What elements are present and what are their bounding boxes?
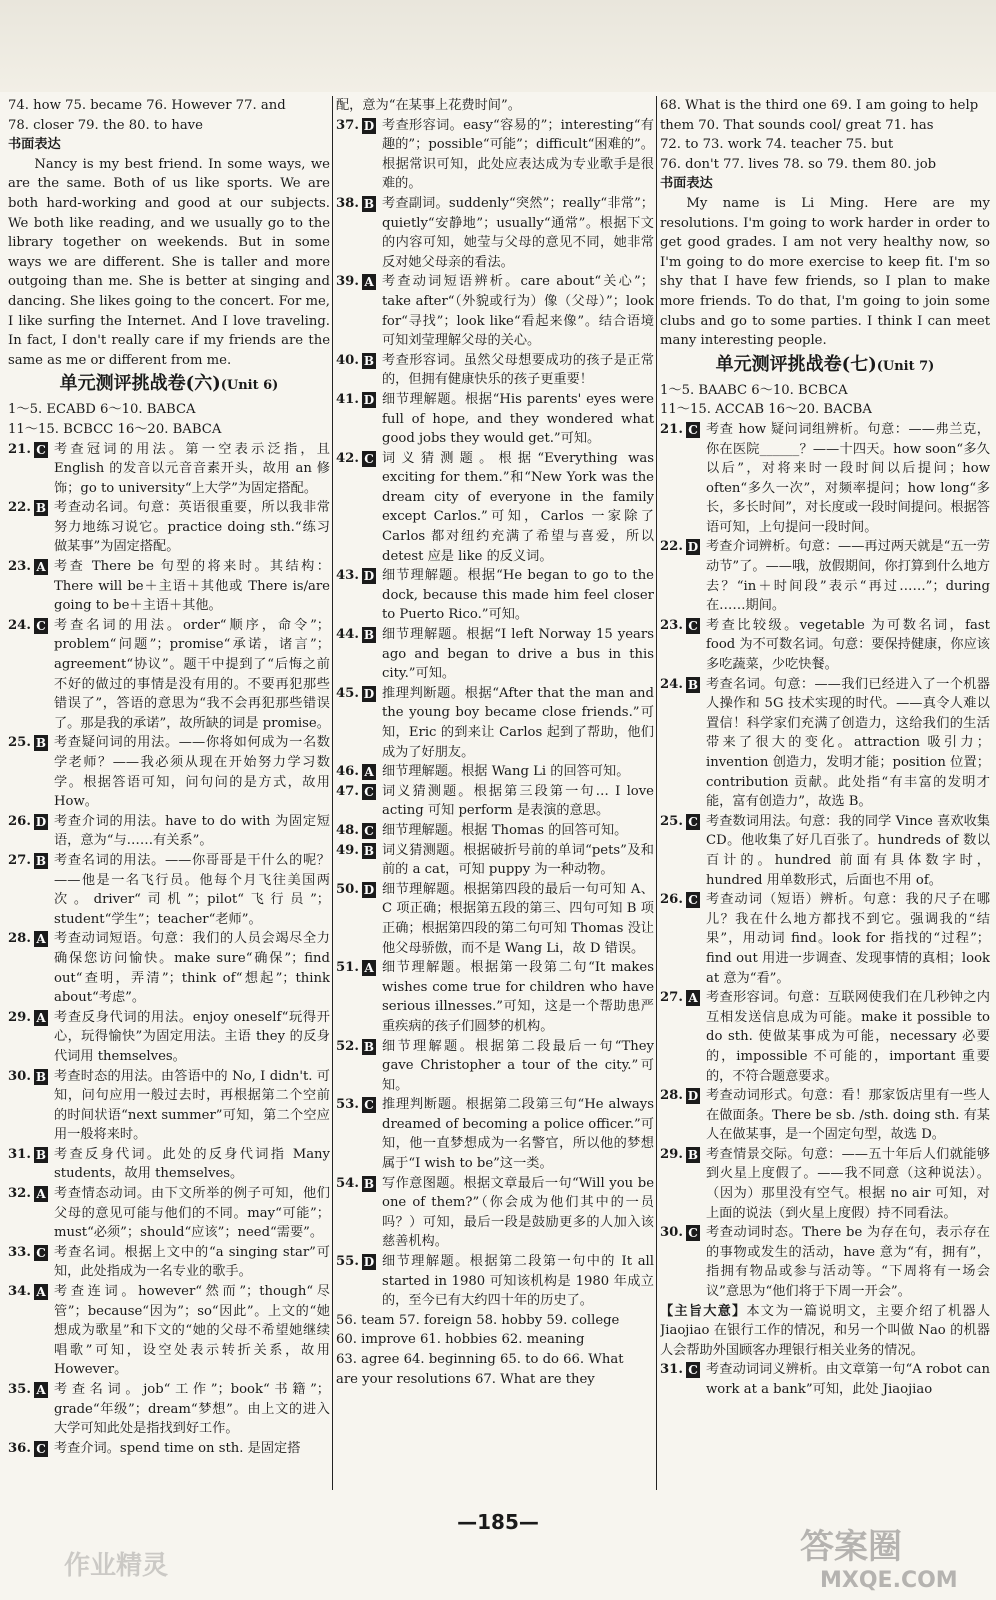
answer-item — [660, 1086, 990, 1145]
question-number: 42. — [336, 450, 359, 466]
question-number: 27. — [8, 852, 31, 868]
answer-item — [336, 1037, 654, 1096]
answer-line: 72. to 73. work 74. teacher 75. but — [660, 137, 894, 153]
section-heading: 书面表达 — [660, 176, 713, 192]
answer-line: 配，意为“在某事上花费时间”。 — [336, 98, 521, 113]
question-number: 21. — [8, 441, 31, 457]
answer-letter-badge: A — [34, 1010, 48, 1026]
answer-letter-badge: B — [687, 677, 699, 692]
answer-line: 11～15. ACCAB 16～20. BACBA — [660, 402, 872, 418]
answer-line: are your resolutions 67. What are they — [336, 1371, 595, 1387]
answer-explanation: 考查介词。spend time on sth. 是固定搭 — [54, 1440, 301, 1456]
answer-letter-badge: B — [35, 1147, 47, 1162]
answer-letter-badge: C — [362, 1097, 376, 1113]
answer-explanation: 考查 There be 句型的将来时。其结构：There will be＋主语＋其他或 There is/are going to be＋主语＋其他。 — [54, 559, 330, 614]
answer-item — [660, 1223, 990, 1301]
answer-item — [8, 1380, 330, 1439]
answer-item — [8, 1282, 330, 1380]
summary-paragraph — [660, 1302, 990, 1361]
question-number: 28. — [660, 1088, 683, 1104]
answer-item — [8, 851, 330, 929]
answer-explanation: 细节理解题。根据第四段的最后一句可知 A、C 项正确；根据第五段的第三、四句可知 B 项正确；根据第四段的第二句可知 Thomas 没让他父母骄傲，而不是 Wang Li，故 D 错误。 — [382, 881, 654, 956]
question-number: 24. — [660, 676, 683, 692]
answer-explanation: 考查介词的用法。have to do with 为固定短语，意为“与……有关系”。 — [54, 813, 330, 849]
answer-item — [8, 440, 330, 499]
page-top-band — [0, 0, 996, 92]
answer-item — [8, 1439, 330, 1459]
answer-explanation: 考查动词（短语）辨析。句意：我的尺子在哪儿？我在什么地方都找不到它。强调我的“结果”，用动词 find。look for 指找的“过程”；find out 用进一步调查、发现事情的真相；look at 意为“看”。 — [706, 892, 990, 986]
answer-line: 1～5. BAABC 6～10. BCBCA — [660, 382, 848, 398]
question-number: 43. — [336, 568, 359, 584]
answer-letter-badge: B — [363, 353, 375, 368]
answer-letter-badge: B — [363, 196, 375, 211]
answer-letter-badge: D — [363, 1255, 375, 1270]
answer-letter-badge: D — [363, 686, 375, 701]
answer-explanation: 考查时态的用法。由答语中的 No, I didn't. 可知，问句应用一般过去时，再根据第二个空前的时间状语“next summer”可知，第二个空应用一般将来时。 — [54, 1068, 330, 1143]
answer-item — [8, 616, 330, 734]
answer-explanation: 细节理解题。根据“His parents' eyes were full of hope, and they wondered what good jobs they would get.”可知。 — [382, 391, 654, 447]
question-number: 28. — [8, 931, 31, 947]
answer-letter-badge: C — [686, 814, 700, 830]
answer-letter-badge: C — [686, 422, 700, 438]
question-number: 27. — [660, 990, 683, 1006]
question-number: 55. — [336, 1254, 359, 1270]
answer-explanation: 考查情态动词。由下文所举的例子可知，他们父母的意见可能与他们的不同。may“可能”；must“必须”；should“应该”；need“需要”。 — [54, 1186, 330, 1241]
answer-item — [8, 929, 330, 1007]
question-number: 23. — [660, 617, 683, 633]
essay-paragraph: My name is Li Ming. Here are my resolutions. I'm going to work harder in order to get good grades. I am not very healthy now, so I'm going to do more exercise to keep fit. I'm so shy that I have few friends, so I plan to make more friends. To do that, I'm going to join some clubs and go to some parties. I think I can meet many interesting people. — [660, 195, 990, 349]
question-number: 41. — [336, 391, 359, 407]
answer-letter-badge: B — [363, 1176, 375, 1191]
answer-letter-badge: C — [686, 1362, 700, 1378]
question-number: 29. — [8, 1009, 31, 1025]
question-number: 26. — [8, 813, 31, 829]
answer-explanation: 考查形容词。easy“容易的”；interesting“有趣的”；possible“可能”；difficult“困难的”。根据常识可知，此处应表达成为专业歌手是很难的。 — [382, 117, 654, 192]
answer-letter-badge: A — [362, 960, 376, 976]
answer-letter-badge: A — [34, 1186, 48, 1202]
answer-letter-badge: C — [34, 442, 48, 458]
answer-line: 76. don't 77. lives 78. so 79. them 80. job — [660, 156, 937, 172]
answer-explanation: 考查名词。job“工作”；book“书籍”；grade“年级”；dream“梦想”。由上文的进入大学可知此处是指找到好工作。 — [54, 1382, 330, 1437]
answer-item — [336, 782, 654, 821]
answer-item — [660, 1360, 990, 1399]
answer-letter-badge: B — [35, 736, 47, 751]
question-number: 40. — [336, 352, 359, 368]
answer-explanation: 考查反身代词。此处的反身代词指 Many students，故用 themselves。 — [54, 1146, 330, 1182]
answer-line: 74. how 75. became 76. However 77. and — [8, 98, 286, 113]
answer-line: 60. improve 61. hobbies 62. meaning — [336, 1332, 585, 1348]
answer-letter-badge: C — [686, 892, 700, 908]
answer-item — [8, 557, 330, 616]
essay-paragraph: Nancy is my best friend. In some ways, we are the same. Both of us like sports. We are both hard-working and good at our subjects. We both like reading, and we usually go to the library together on weekends. But in some ways we are different. She is taller and more outgoing than me. She is better at singing and dancing. She likes going to the concert. For me, I like surfing the Internet. And I love traveling. In fact, I don't really care if my friends are the same as me or different from me. — [8, 156, 330, 368]
answer-letter-badge: D — [363, 392, 375, 407]
answer-explanation: 考查动词词义辨析。由文章第一句“A robot can work at a bank”可知，此处 Jiaojiao — [706, 1362, 990, 1397]
answer-item — [336, 762, 654, 782]
question-number: 45. — [336, 685, 359, 701]
answer-letter-badge: D — [687, 540, 699, 555]
answer-letter-badge: A — [362, 764, 376, 780]
question-number: 35. — [8, 1382, 31, 1397]
unit-test-title-text: 单元测评挑战卷(六) — [59, 373, 221, 395]
answer-line: 68. What is the third one 69. I am going to help — [660, 98, 979, 113]
answer-explanation: 考查动名词。句意：英语很重要，所以我非常努力地练习说它。practice doing sth.“练习做某事”为固定搭配。 — [54, 500, 330, 555]
answer-letter-badge: C — [362, 823, 376, 839]
question-number: 38. — [336, 195, 359, 211]
watermark-left: 作业精灵 — [64, 1551, 169, 1581]
answer-letter-badge: A — [686, 990, 700, 1006]
answer-explanation: 细节理解题。根据“He began to go to the dock, because this made him feel closer to Puerto Rico.”可知。 — [382, 568, 654, 623]
answer-explanation: 考查动词短语。句意：我们的人员会竭尽全力确保您访问愉快。make sure“确保”；find out“查明，弄清”；think of“想起”；think about“考虑”。 — [54, 931, 330, 1006]
answer-explanation: 考查情景交际。句意：——五十年后人们就能够到火星上度假了。——我不同意（这种说法）。（因为）那里没有空气。根据 no air 可知，对上面的说法（到火星上度假）持不同看法。 — [706, 1146, 990, 1221]
answer-explanation: 细节理解题。根据“I left Norway 15 years ago and began to drive a bus in this city.”可知。 — [382, 627, 654, 682]
question-number: 34. — [8, 1284, 31, 1300]
answer-item — [8, 1243, 330, 1282]
unit-test-title — [8, 370, 330, 400]
answer-letter-badge: C — [34, 1441, 48, 1457]
answer-item — [8, 498, 330, 557]
answer-item — [336, 958, 654, 1036]
answer-letter-badge: A — [362, 274, 376, 290]
answer-line: 63. agree 64. beginning 65. to do 66. What — [336, 1352, 624, 1367]
unit-test-subtitle: (Unit 7) — [876, 358, 935, 374]
answer-letter-badge: A — [34, 931, 48, 947]
answer-letter-badge: C — [34, 1245, 48, 1261]
answer-line: 78. closer 79. the 80. to have — [8, 117, 203, 133]
summary-text: 本文为一篇说明文，主要介绍了机器人 Jiaojiao 在银行工作的情况，和另一个叫做 Nao 的机器人会帮助外国顾客办理银行相关业务的情况。 — [660, 1303, 990, 1358]
answer-item — [336, 880, 654, 958]
answer-explanation: 细节理解题。根据第二段第一句中的 It all started in 1980 可知该机构是 1980 年成立的，至今已有大约四十年的历史了。 — [382, 1254, 654, 1309]
question-number: 51. — [336, 960, 359, 976]
answer-explanation: 考查疑问词的用法。——你将如何成为一名数学老师？——我必须从现在开始努力学习数学。根据答语可知，问句问的是方式，故用 How。 — [54, 735, 330, 810]
answer-item — [336, 390, 654, 449]
answer-explanation: 考查形容词。句意：互联网使我们在几秒钟之内互相发送信息成为可能。make it possible to do sth. 使做某事成为可能，necessary 必要的，impossible 不可能的，important 重要的，不符合题意要求。 — [706, 990, 990, 1084]
answer-explanation: 词义猜测题。根据第三段第一句… I love acting 可知 perform 是表演的意思。 — [382, 783, 654, 819]
answer-letter-badge: A — [34, 1284, 48, 1300]
unit-test-title — [660, 351, 990, 381]
answer-letter-badge: D — [363, 882, 375, 897]
answer-explanation: 考查反身代词的用法。enjoy oneself“玩得开心，玩得愉快”为固定用法。主语 they 的反身代词用 themselves。 — [54, 1009, 330, 1064]
answer-item — [8, 1008, 330, 1067]
answer-letter-badge: C — [362, 451, 376, 467]
question-number: 31. — [8, 1146, 31, 1162]
answer-item — [8, 1145, 330, 1184]
answer-item — [660, 537, 990, 615]
answer-explanation: 细节理解题。根据第一段第二句“It makes wishes come true for children who have serious illnesses.”可知，这是一个帮助患严重疾病的孩子们圆梦的机构。 — [382, 960, 654, 1034]
answer-letter-badge: B — [363, 1039, 375, 1054]
section-heading: 书面表达 — [8, 137, 61, 153]
answer-item — [336, 1095, 654, 1173]
answer-column-left — [8, 96, 330, 1490]
answer-item — [336, 351, 654, 390]
answer-letter-badge: A — [34, 1382, 48, 1398]
answer-item — [336, 566, 654, 625]
question-number: 37. — [336, 117, 359, 133]
answer-column-right — [660, 96, 990, 1490]
answer-line: them 70. That sounds cool/ great 71. has — [660, 117, 934, 133]
answer-explanation: 词义猜测题。根据“Everything was exciting for them.”和“New York was the dream city of everyone in the family except Carlos.”可知，Carlos 一家除了 Carlos 都对纽约充满了希望与喜爱，所以 detest 应是 like 的反义词。 — [382, 450, 654, 564]
answer-letter-badge: D — [35, 814, 47, 829]
watermark-logo: 答案圈 — [800, 1527, 902, 1567]
answer-explanation: 考查连词。however“然而”；though“尽管”；because“因为”；so“因此”。上文的“她想成为歌星”和下文的“她的父母不希望她继续唱歌”可知，设空处表示转折关系，故用 However。 — [54, 1284, 330, 1378]
answer-explanation: 写作意图题。根据文章最后一句“Will you be one of them?”（你会成为他们其中的一员吗？）可知，最后一段是鼓励更多的人加入该慈善机构。 — [382, 1175, 654, 1250]
answer-explanation: 细节理解题。根据 Wang Li 的回答可知。 — [382, 764, 630, 780]
question-number: 54. — [336, 1175, 359, 1191]
answer-item — [336, 684, 654, 762]
answer-explanation: 推理判断题。根据“After that the man and the young boy became close friends.”可知，Eric 的到来让 Carlos 起到了帮助，他们成为了好朋友。 — [382, 685, 654, 760]
answer-letter-badge: D — [363, 118, 375, 133]
question-number: 46. — [336, 764, 359, 780]
question-number: 25. — [660, 813, 683, 829]
question-number: 26. — [660, 892, 683, 908]
question-number: 53. — [336, 1097, 359, 1113]
question-number: 23. — [8, 559, 31, 575]
unit-test-subtitle: (Unit 6) — [220, 378, 279, 394]
answer-explanation: 考查名词的用法。——你哥哥是干什么的呢？——他是一名飞行员。他每个月飞往美国两次。driver“司机”；pilot“飞行员”；student“学生”；teacher“老师”。 — [54, 852, 330, 927]
answer-item — [8, 733, 330, 811]
answer-explanation: 考查数词用法。句意：我的同学 Vince 喜欢收集 CD。他收集了好几百张了。hundreds of 数以百计的。hundred 前面有具体数字时，hundred 用单数形式，后面也不用 of。 — [706, 813, 990, 888]
answer-line: 11～15. BCBCC 16～20. BABCA — [8, 421, 222, 437]
answer-explanation: 考查介词辨析。句意：——再过两天就是“五一劳动节”了。——哦，放假期间，你打算到什么地方去？“in＋时间段”表示“再过……”；during 在……期间。 — [706, 539, 990, 614]
question-number: 24. — [8, 617, 31, 633]
answer-item — [336, 1252, 654, 1311]
answer-explanation: 考查名词。句意：——我们已经进入了一个机器人操作和 5G 技术实现的时代。——真令人难以置信！科学家们充满了创造力，这给我们的生活带来了很大的变化。attraction 吸引力；invention 创造力，发明才能；position 位置；contribution 贡献。此处指“有丰富的发明才能，富有创造力”，故选 B。 — [706, 676, 990, 810]
answer-line: 1～5. ECABD 6～10. BABCA — [8, 402, 196, 418]
question-number: 30. — [660, 1225, 683, 1241]
answer-item — [660, 616, 990, 675]
question-number: 22. — [660, 539, 683, 555]
answer-item — [336, 272, 654, 350]
answer-letter-badge: D — [687, 1089, 699, 1104]
answer-explanation: 推理判断题。根据第二段第三句“He always dreamed of becoming a police officer.”可知，他一直梦想成为一名警官，所以他的梦想属于“I wish to be”这一类。 — [382, 1097, 654, 1172]
answer-item — [336, 625, 654, 684]
answer-item — [336, 194, 654, 272]
answer-item — [660, 1145, 990, 1223]
answer-letter-badge: C — [686, 1225, 700, 1241]
question-number: 49. — [336, 842, 359, 858]
column-divider — [332, 96, 333, 1490]
answer-explanation: 考查动词短语辨析。care about“关心”；take after“（外貌或行为）像（父母）”；look for“寻找”；look like“看起来像”。结合语境可知刘莹理解父母的关心。 — [382, 274, 654, 349]
answer-letter-badge: B — [363, 628, 375, 643]
unit-test-title-text: 单元测评挑战卷(七) — [715, 353, 877, 375]
answer-explanation: 细节理解题。根据第二段最后一句“They gave Christopher a tour of the city.”可知。 — [382, 1038, 654, 1093]
question-number: 52. — [336, 1038, 359, 1054]
answer-letter-badge: B — [35, 501, 47, 516]
answer-letter-badge: C — [34, 618, 48, 634]
answer-item — [336, 821, 654, 841]
answer-letter-badge: D — [363, 569, 375, 584]
answer-explanation: 考查名词。根据上文中的“a singing star”可知，此处指成为一名专业的歌手。 — [54, 1244, 330, 1280]
answer-column-middle — [336, 96, 654, 1490]
answer-item — [8, 812, 330, 851]
question-number: 21. — [660, 421, 683, 437]
answer-item — [660, 812, 990, 890]
answer-letter-badge: C — [362, 784, 376, 800]
answer-item — [660, 675, 990, 812]
answer-explanation: 考查副词。suddenly“突然”；really“非常”；quietly“安静地”；usually“通常”。根据下文的内容可知，她莹与父母的意见不同，她非常反对她父母亲的看法。 — [382, 195, 654, 270]
answer-letter-badge: B — [687, 1147, 699, 1162]
answer-letter-badge: B — [363, 843, 375, 858]
page-number: —185— — [457, 1510, 539, 1534]
answer-explanation: 考查冠词的用法。第一空表示泛指，且 English 的发音以元音音素开头，故用 an 修饰；go to university“上大学”为固定搭配。 — [54, 441, 330, 496]
question-number: 44. — [336, 627, 359, 643]
answer-letter-badge: C — [686, 618, 700, 634]
answer-item — [336, 449, 654, 567]
question-number: 29. — [660, 1146, 683, 1162]
answer-explanation: 词义猜测题。根据破折号前的单词“pets”及和前的 a cat，可知 puppy 为一种动物。 — [382, 842, 654, 878]
answer-explanation: 考查动词形式。句意：看！那家饭店里有一些人在做面条。There be sb. /sth. doing sth. 有某人在做某事，是一个固定句型，故选 D。 — [706, 1088, 990, 1143]
question-number: 22. — [8, 500, 31, 516]
answer-letter-badge: B — [35, 853, 47, 868]
summary-tag: 【主旨大意】 — [660, 1303, 747, 1319]
answer-letter-badge: A — [34, 559, 48, 575]
answer-item — [8, 1184, 330, 1243]
question-number: 30. — [8, 1068, 31, 1084]
answer-letter-badge: B — [35, 1069, 47, 1084]
question-number: 47. — [336, 783, 359, 799]
question-number: 48. — [336, 822, 359, 838]
answer-item — [336, 841, 654, 880]
answer-explanation: 细节理解题。根据 Thomas 的回答可知。 — [382, 822, 628, 838]
watermark-url: MXQE.COM — [820, 1568, 958, 1593]
answer-item — [660, 420, 990, 538]
answer-item — [660, 988, 990, 1086]
answer-line: 56. team 57. foreign 58. hobby 59. college — [336, 1312, 620, 1328]
column-divider — [656, 96, 657, 1490]
answer-item — [660, 890, 990, 988]
answer-item — [336, 116, 654, 194]
answer-explanation: 考查比较级。vegetable 为可数名词，fast food 为不可数名词。句意：要保持健康，你应该多吃蔬菜，少吃快餐。 — [706, 617, 990, 673]
answer-item — [8, 1067, 330, 1145]
question-number: 39. — [336, 274, 359, 290]
question-number: 32. — [8, 1186, 31, 1202]
answer-explanation: 考查动词时态。There be 为存在句，表示存在的事物或发生的活动，have 意为“有，拥有”，指拥有物品或参与活动等。“下周将有一场会议”意思为“他们将于下周一开会”。 — [706, 1225, 990, 1300]
answer-explanation: 考查 how 疑问词组辨析。句意：——弗兰克，你在医院______？——十四天。how soon“多久以后”，对将来时一段时间以后提问；how often“多久一次”，对频率提问；how long“多长，多长时间”，对长度或一段时间提问。根据答语可知，上句提问一段时间。 — [706, 421, 990, 535]
question-number: 25. — [8, 735, 31, 751]
answer-explanation: 考查形容词。虽然父母想要成功的孩子是正常的，但拥有健康快乐的孩子更重要！ — [382, 352, 654, 388]
question-number: 31. — [660, 1362, 683, 1378]
question-number: 50. — [336, 881, 359, 897]
answer-item — [336, 1174, 654, 1252]
question-number: 36. — [8, 1440, 31, 1456]
answer-explanation: 考查名词的用法。order“顺序，命令”；problem“问题”；promise“承诺，诸言”；agreement“协议”。题干中提到了“后悔之前不好的做过的事情是没有用的。不要再犯那些错误了”，答语的意思为“我不会再犯那些错误了。那是我的承诺”，故所缺的词是 promise。 — [54, 617, 330, 731]
question-number: 33. — [8, 1244, 31, 1260]
